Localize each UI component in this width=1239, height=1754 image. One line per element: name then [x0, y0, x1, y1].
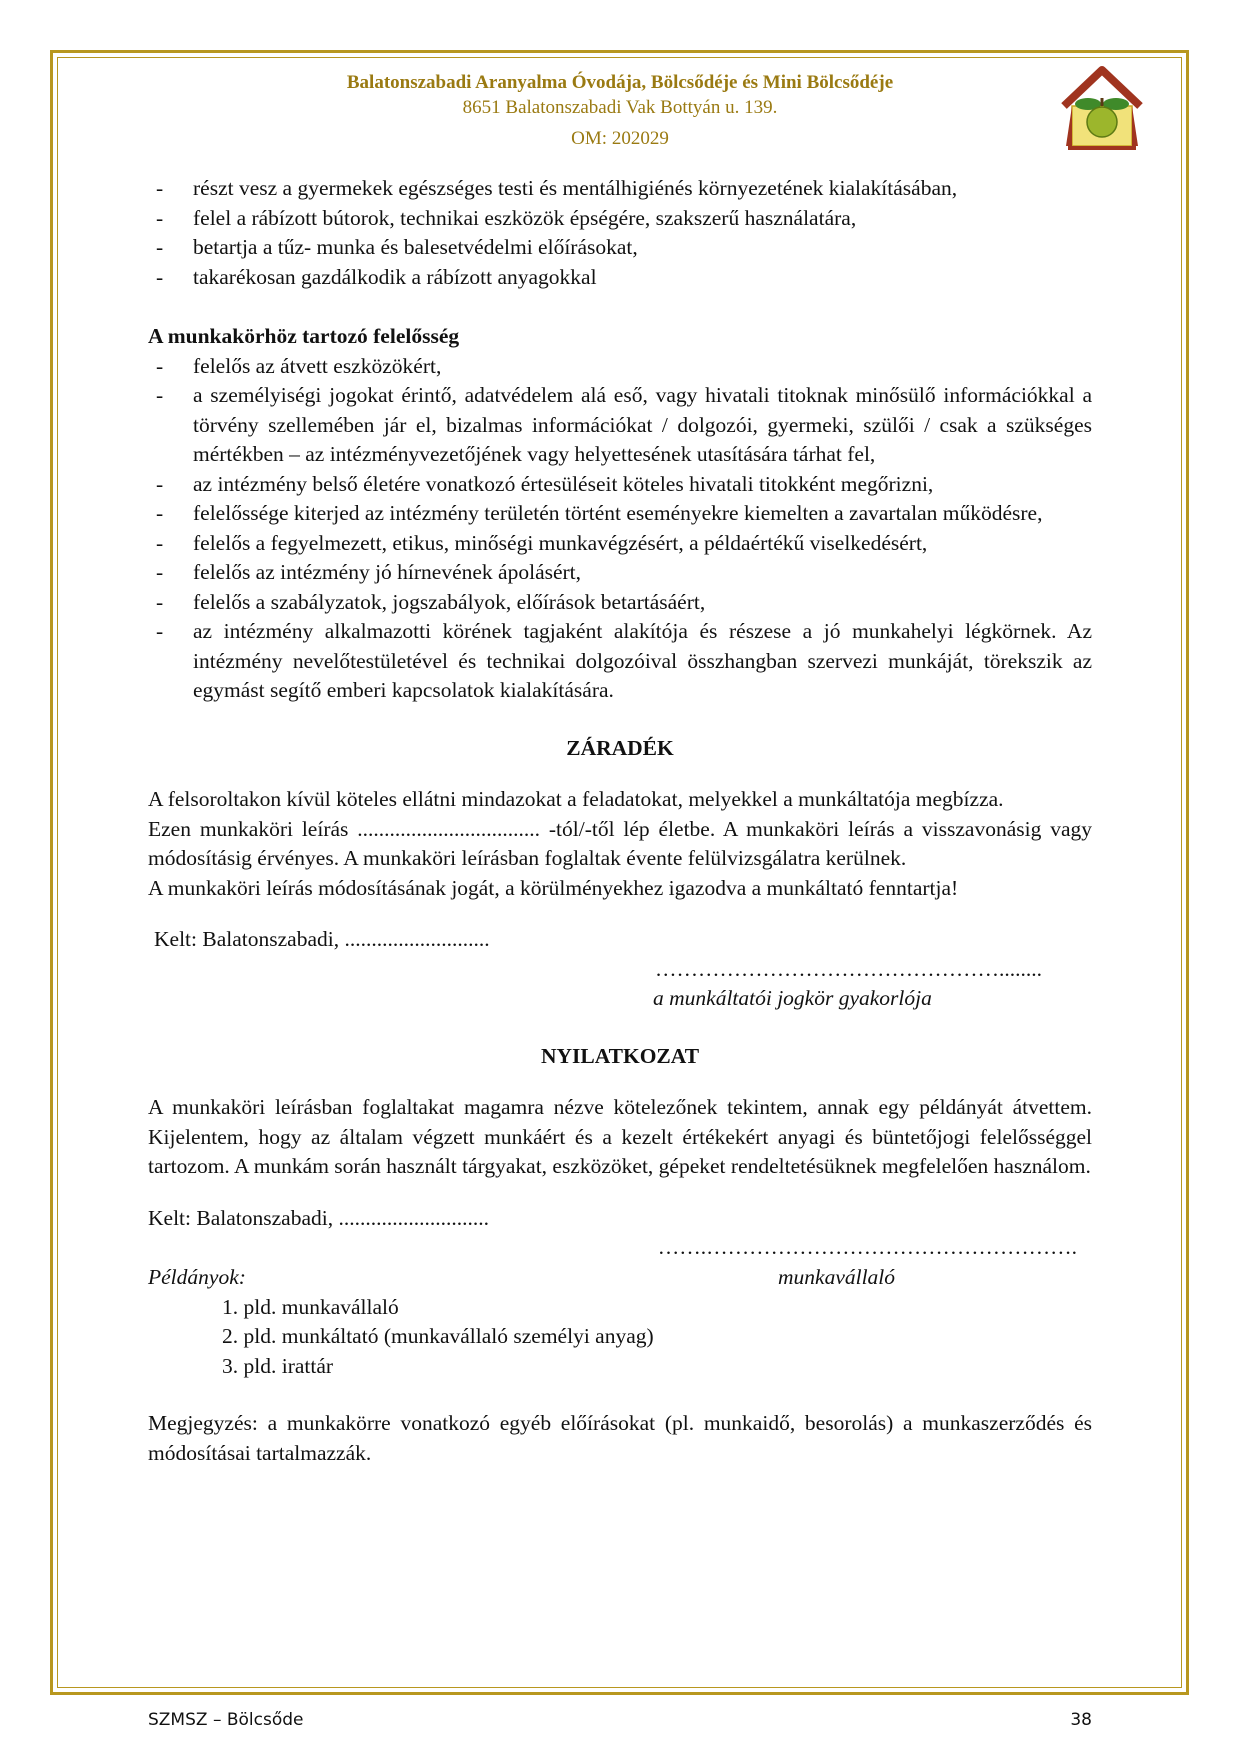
- zaradek-paragraph-1: A felsoroltakon kívül köteles ellátni mindazokat a feladatokat, melyekkel a munkáltatója megbízza.: [148, 787, 1004, 811]
- copies-caption-row: [148, 1263, 1092, 1293]
- responsibility-heading: A munkakörhöz tartozó felelősség: [148, 324, 460, 348]
- list-item: - betartja a tűz- munka és balesetvédelmi előírásokat,: [148, 233, 1092, 263]
- list-item: 2. pld. munkáltató (munkavállaló személyi anyag): [222, 1324, 654, 1348]
- nyilatkozat-heading: NYILATKOZAT: [540, 1043, 700, 1068]
- nyilatkozat-date-line: Kelt: Balatonszabadi, ............................: [148, 1205, 489, 1230]
- list-item: - a személyiségi jogokat érintő, adatvédelem alá eső, vagy hivatali titoknak minősülő információkkal a törvény szellemében jár el, bizalmas információkat / dolgozói, gyermeki, szülői / csak a szükséges mértékben – az intézményvezetőjének vagy helyettesének utasítására tárhat fel,: [148, 381, 1092, 470]
- list-item: - felelőssége kiterjed az intézmény területén történt eseményekre kiemelten a zavartalan működésre,: [148, 499, 1092, 529]
- list-item: - az intézmény alkalmazotti körének tagjaként alakítója és részese a jó munkahelyi légkörnek. Az intézmény nevelőtestületével és technikai dolgozóival összhangban szervezi munkáját, törekszik az egymást segítő emberi kapcsolatok kialakítására.: [148, 617, 1092, 706]
- institution-name: Balatonszabadi Aranyalma Óvodája, Bölcsődéje és Mini Bölcsődéje: [346, 72, 894, 93]
- list-item: 1. pld. munkavállaló: [222, 1294, 399, 1319]
- letterhead: [60, 70, 1180, 151]
- institution-logo: [1058, 62, 1146, 152]
- list-item: 3. pld. irattár: [222, 1353, 334, 1378]
- list-item: - részt vesz a gyermekek egészséges testi és mentálhigiénés környezetének kialakításában,: [148, 174, 1092, 204]
- employee-signature-line: …….…………………………………………….: [657, 1235, 1077, 1259]
- footer-document-name: SZMSZ – Bölcsőde: [148, 1710, 304, 1730]
- list-item: - felelős az intézmény jó hírnevének ápolásért,: [148, 558, 1092, 588]
- employer-signature-caption: a munkáltatói jogkör gyakorlója: [653, 986, 932, 1010]
- copies-label: Példányok:: [148, 1264, 246, 1289]
- institution-om: OM: 202029: [571, 128, 669, 149]
- intro-list: [148, 174, 1092, 292]
- employee-signature-caption: munkavállaló: [778, 1264, 896, 1289]
- list-item: - felel a rábízott bútorok, technikai eszközök épségére, szakszerű használatára,: [148, 204, 1092, 234]
- institution-address: 8651 Balatonszabadi Vak Bottyán u. 139.: [462, 97, 778, 118]
- list-item: - felelős a szabályzatok, jogszabályok, előírások betartásáért,: [148, 588, 1092, 618]
- document-body: [148, 174, 1092, 1468]
- zaradek-date-line: Kelt: Balatonszabadi, ...........................: [154, 927, 490, 951]
- responsibility-list: [148, 352, 1092, 706]
- zaradek-heading: ZÁRADÉK: [566, 735, 674, 760]
- list-item: - felelős a fegyelmezett, etikus, minőségi munkavégzésért, a példaértékű viselkedésért,: [148, 529, 1092, 559]
- zaradek-paragraph-2: Ezen munkaköri leírás .................................. -tól/-től lép életbe. A munkaköri leírás a visszavonásig vagy módosításig érvényes. A munkaköri leírásban foglaltak évente felülvizsgálatra kerülnek.: [148, 816, 1092, 870]
- nyilatkozat-paragraph: A munkaköri leírásban foglaltakat magamra nézve kötelezőnek tekintem, annak egy példányát átvettem. Kijelentem, hogy az általam végzett munkáért és a kezelt értékekért anyagi és büntetőjogi felelősséggel tartozom. A munkám során használt tárgyakat, eszközöket, gépeket rendeltetésüknek megfelelően használom.: [148, 1095, 1092, 1178]
- list-item: - az intézmény belső életére vonatkozó értesüléseit köteles hivatali titokként megőrizni,: [148, 470, 1092, 500]
- page-number: 38: [1070, 1710, 1092, 1730]
- list-item: - felelős az átvett eszközökért,: [148, 352, 1092, 382]
- zaradek-paragraph-3: A munkaköri leírás módosításának jogát, a körülményekhez igazodva a munkáltató fenntartja!: [148, 875, 959, 900]
- list-item: - takarékosan gazdálkodik a rábízott anyagokkal: [148, 263, 1092, 293]
- note-paragraph: Megjegyzés: a munkakörre vonatkozó egyéb előírásokat (pl. munkaidő, besorolás) a munkaszerződés és módosításai tartalmazzák.: [148, 1411, 1092, 1465]
- employer-signature-line: …………………………………………........: [655, 956, 1042, 981]
- copies-list: [148, 1293, 1092, 1382]
